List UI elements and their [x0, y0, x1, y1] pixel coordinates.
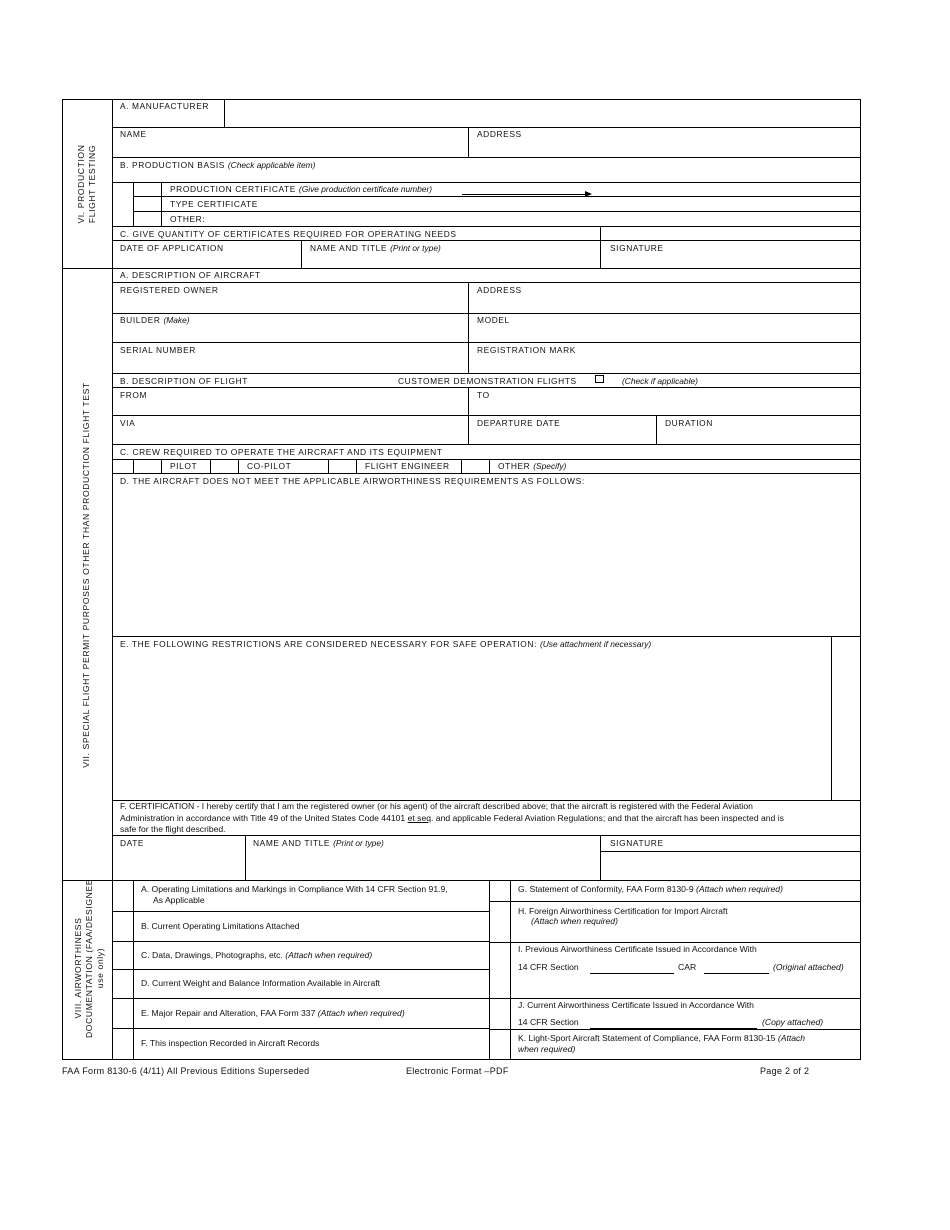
section8-title: VIII. AIRWORTHINESS DOCUMENTATION (FAA/DESIGNEE use only): [73, 878, 105, 1038]
flight-engineer-quantity-box[interactable]: [329, 460, 356, 473]
date-of-application-label: DATE OF APPLICATION: [120, 243, 224, 253]
item-j-note: (Copy attached): [762, 1017, 824, 1027]
line: [161, 459, 162, 473]
registered-owner-label: REGISTERED OWNER: [120, 285, 219, 295]
line: [112, 313, 861, 314]
line: [468, 127, 469, 157]
line: [112, 941, 489, 942]
item-b-label: B. Current Operating Limitations Attached: [141, 921, 300, 931]
item-h-note: (Attach when required): [531, 916, 618, 926]
type-certificate-label: TYPE CERTIFICATE: [170, 199, 258, 209]
not-meet-requirements-label: D. THE AIRCRAFT DOES NOT MEET THE APPLICABLE AIRWORTHINESS REQUIREMENTS AS FOLLOWS:: [120, 476, 585, 486]
date-label: DATE: [120, 838, 145, 848]
production-basis-label: B. PRODUCTION BASIS (Check applicable item): [120, 160, 316, 170]
line: [112, 444, 861, 445]
checkbox-j[interactable]: [490, 999, 510, 1029]
line: [112, 1028, 489, 1029]
customer-demo-label: CUSTOMER DEMONSTRATION FLIGHTS: [398, 376, 577, 386]
checkbox-i[interactable]: [490, 943, 510, 998]
duration-label: DURATION: [665, 418, 713, 428]
line: [356, 459, 357, 473]
line: [489, 459, 490, 473]
type-certificate-checkbox[interactable]: [134, 197, 161, 211]
page-number: Page 2 of 2: [760, 1066, 810, 1076]
description-aircraft-label: A. DESCRIPTION OF AIRCRAFT: [120, 270, 261, 280]
signature-label: SIGNATURE: [610, 243, 664, 253]
line: [468, 282, 469, 373]
line: [489, 942, 861, 943]
address-label: ADDRESS: [477, 129, 522, 139]
other-crew-label: OTHER (Specify): [498, 461, 567, 471]
line: [161, 182, 162, 226]
address-label: ADDRESS: [477, 285, 522, 295]
other-crew-quantity-box[interactable]: [462, 460, 489, 473]
arrow-line: [462, 194, 586, 195]
requirements-text-area[interactable]: [113, 487, 860, 636]
name-title-label: NAME AND TITLE (Print or type): [253, 838, 384, 848]
pilot-label: PILOT: [170, 461, 198, 471]
line: [112, 182, 861, 183]
item-e-label: E. Major Repair and Alteration, FAA Form 337 (Attach when required): [141, 1008, 405, 1018]
to-label: TO: [477, 390, 490, 400]
line: [112, 157, 861, 158]
crew-label: C. CREW REQUIRED TO OPERATE THE AIRCRAFT AND ITS EQUIPMENT: [120, 447, 443, 457]
cfr-section-blank[interactable]: [590, 973, 674, 974]
item-i-note: (Original attached): [773, 962, 844, 972]
builder-label: BUILDER (Make): [120, 315, 190, 325]
line: [112, 342, 861, 343]
item-j-cfr-label: 14 CFR Section: [518, 1017, 579, 1027]
line: [600, 226, 601, 268]
registration-mark-label: REGISTRATION MARK: [477, 345, 576, 355]
other-checkbox[interactable]: [134, 212, 161, 226]
electronic-format: Electronic Format –PDF: [406, 1066, 509, 1076]
line: [831, 636, 832, 800]
line: [112, 127, 861, 128]
line: [489, 1029, 861, 1030]
cfr-section-blank[interactable]: [590, 1028, 757, 1029]
signature-label: SIGNATURE: [610, 838, 664, 848]
checkbox-a[interactable]: [113, 881, 133, 911]
item-k-note: when required): [518, 1044, 576, 1054]
departure-date-label: DEPARTURE DATE: [477, 418, 561, 428]
line: [112, 473, 861, 474]
checkbox-k[interactable]: [490, 1030, 510, 1059]
item-c-label: C. Data, Drawings, Photographs, etc. (Attach when required): [141, 950, 373, 960]
quantity-label: C. GIVE QUANTITY OF CERTIFICATES REQUIRED FOR OPERATING NEEDS: [120, 229, 457, 239]
flight-engineer-label: FLIGHT ENGINEER: [365, 461, 450, 471]
line: [112, 911, 489, 912]
line: [489, 901, 861, 902]
item-j-label: J. Current Airworthiness Certificate Issued in Accordance With: [518, 1000, 754, 1010]
manufacturer-label: A. MANUFACTURER: [120, 101, 210, 111]
line: [133, 880, 134, 1060]
line: [112, 998, 489, 999]
via-label: VIA: [120, 418, 136, 428]
co-pilot-quantity-box[interactable]: [211, 460, 238, 473]
model-label: MODEL: [477, 315, 510, 325]
line: [112, 969, 489, 970]
item-i-cfr-label: 14 CFR Section: [518, 962, 579, 972]
item-k-label: K. Light-Sport Aircraft Statement of Compliance, FAA Form 8130-15 (Attach: [518, 1033, 806, 1043]
manufacturer-field[interactable]: [225, 100, 860, 127]
checkbox-f[interactable]: [113, 1029, 133, 1059]
line: [133, 196, 861, 197]
description-flight-label: B. DESCRIPTION OF FLIGHT: [120, 376, 248, 386]
other-label: OTHER:: [170, 214, 206, 224]
line: [600, 835, 601, 880]
serial-number-label: SERIAL NUMBER: [120, 345, 196, 355]
line: [600, 851, 861, 852]
restrictions-text-area[interactable]: [113, 651, 831, 800]
car-blank[interactable]: [704, 973, 769, 974]
item-f-label: F. This inspection Recorded in Aircraft Records: [141, 1038, 320, 1048]
line: [656, 415, 657, 444]
name-title-label: NAME AND TITLE (Print or type): [310, 243, 441, 253]
line: [112, 373, 861, 374]
pilot-quantity-box[interactable]: [134, 460, 161, 473]
item-h-label: H. Foreign Airworthiness Certification for Import Aircraft: [518, 906, 728, 916]
section7-title: VII. SPECIAL FLIGHT PERMIT PURPOSES OTHER THAN PRODUCTION FLIGHT TEST: [81, 382, 91, 768]
item-d-label: D. Current Weight and Balance Information Available in Aircraft: [141, 978, 381, 988]
line: [112, 226, 861, 227]
section-divider: [62, 268, 861, 269]
item-i-car-label: CAR: [678, 962, 697, 972]
checkbox-e[interactable]: [113, 999, 133, 1028]
restrictions-label: E. THE FOLLOWING RESTRICTIONS ARE CONSIDERED NECESSARY FOR SAFE OPERATION: (Use attachment if necessary): [120, 639, 652, 649]
line: [133, 211, 861, 212]
line: [510, 880, 511, 1060]
production-certificate-label: PRODUCTION CERTIFICATE (Give production certificate number): [170, 184, 433, 194]
section6-title: VI. PRODUCTION FLIGHT TESTING: [76, 144, 97, 224]
line: [112, 240, 861, 241]
from-label: FROM: [120, 390, 148, 400]
line: [489, 998, 861, 999]
line: [245, 835, 246, 880]
checkbox-b[interactable]: [113, 912, 133, 941]
line: [238, 459, 239, 473]
item-g-label: G. Statement of Conformity, FAA Form 8130-9 (Attach when required): [518, 884, 783, 894]
checkbox-d[interactable]: [113, 970, 133, 998]
line: [112, 636, 861, 637]
item-a-label: A. Operating Limitations and Markings in Compliance With 14 CFR Section 91.9,: [141, 884, 448, 894]
line: [112, 387, 861, 388]
name-label: NAME: [120, 129, 147, 139]
certification-statement: F. CERTIFICATION - I hereby certify that I am the registered owner (or his agent) of the aircraft described above; that the aircraft is registered with the Federal Aviation Administration in accordance with Title 49 of the United States Code 44101 et seq. and applicable Federal Aviation Regulations; and that the aircraft has been inspected and is safe for the flight described.: [120, 801, 784, 834]
item-a-label-cont: As Applicable: [153, 895, 205, 905]
section-divider: [62, 880, 861, 881]
co-pilot-label: CO-PILOT: [247, 461, 292, 471]
line: [301, 240, 302, 268]
form-number: FAA Form 8130-6 (4/11) All Previous Editions Superseded: [62, 1066, 310, 1076]
checkbox-h[interactable]: [490, 902, 510, 942]
checkbox-c[interactable]: [113, 942, 133, 969]
production-certificate-checkbox[interactable]: [134, 183, 161, 196]
check-if-applicable-note: (Check if applicable): [622, 376, 698, 386]
customer-demo-checkbox[interactable]: [595, 375, 604, 383]
line: [112, 282, 861, 283]
arrow-head-icon: [585, 191, 592, 197]
item-i-label: I. Previous Airworthiness Certificate Issued in Accordance With: [518, 944, 757, 954]
line: [112, 415, 861, 416]
checkbox-g[interactable]: [490, 881, 510, 901]
